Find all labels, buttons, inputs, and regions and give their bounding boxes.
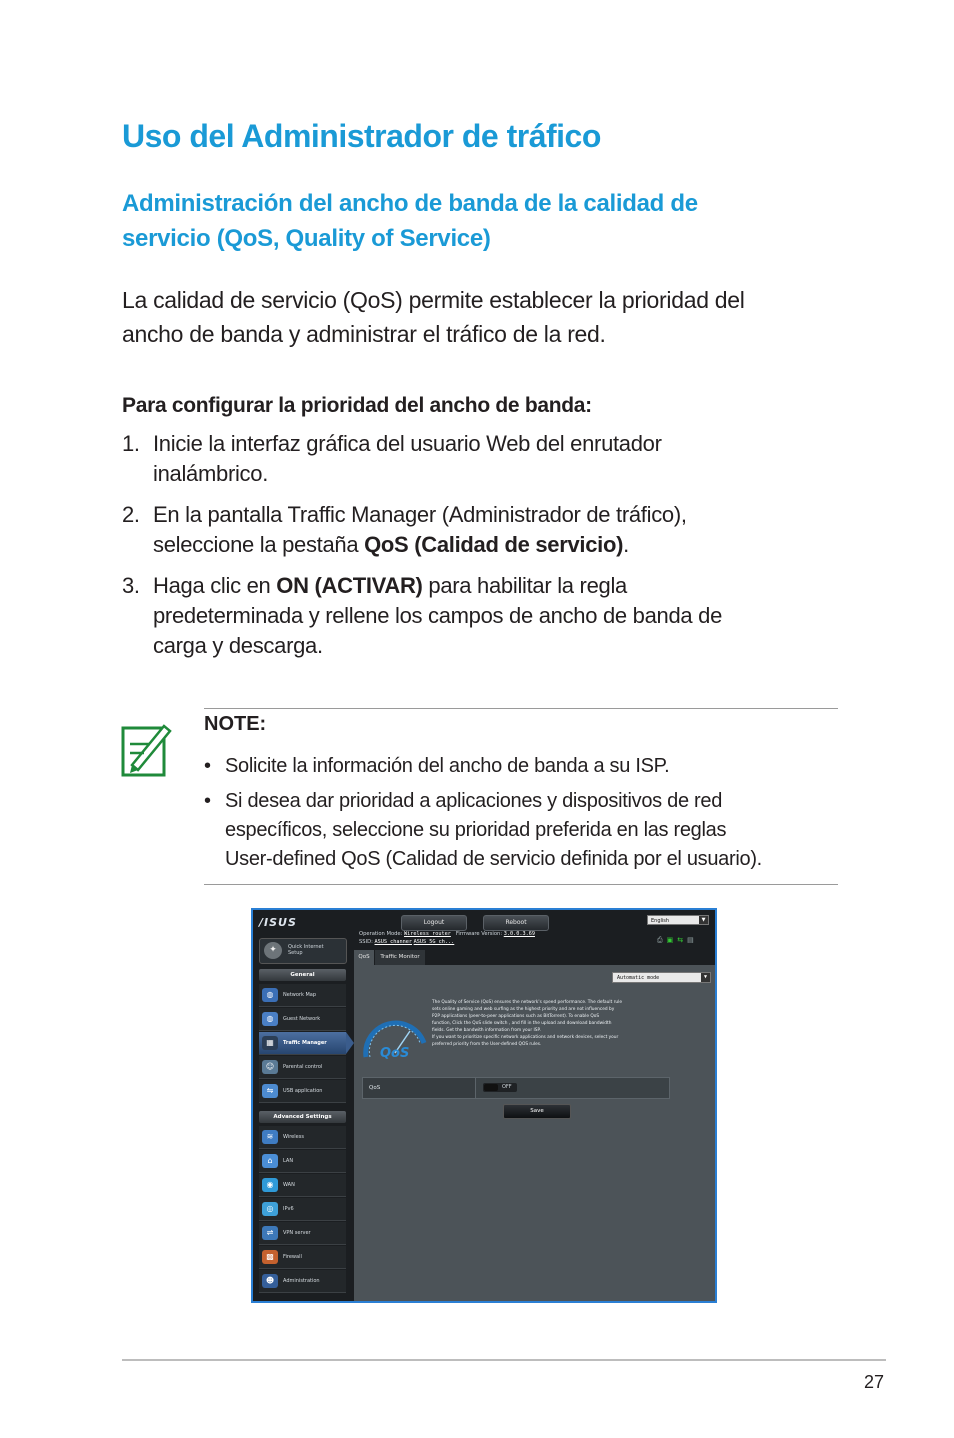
step-text: carga y descarga. <box>153 633 323 658</box>
menu-item-wireless[interactable] <box>259 1126 346 1149</box>
traffic-icon: ▦ <box>262 1036 278 1050</box>
menu-label: VPN server <box>283 1230 311 1236</box>
ssid-1[interactable]: ASUS_channer <box>374 939 412 945</box>
qos-gauge-icon <box>360 1013 430 1061</box>
menu-item-traffic-manager[interactable] <box>259 1032 346 1055</box>
step-text: . <box>623 532 629 557</box>
language-value: English <box>651 918 670 924</box>
menu-label: Traffic Manager <box>283 1040 327 1046</box>
desc-line: If you want to prioritize specific network applications and network devices, select your <box>432 1035 619 1040</box>
wand-icon: ✦ <box>264 942 282 959</box>
desc-line: P2P applications (peer-to-peer applications such as BitTorrent). To enable QoS <box>432 1014 600 1019</box>
step-2 <box>122 500 822 560</box>
menu-item-guest-network[interactable] <box>259 1008 346 1031</box>
op-mode-label: Operation Mode: <box>359 931 403 937</box>
menu-item-ipv6[interactable] <box>259 1198 346 1221</box>
desc-line: function, Click the QoS slide switch , and fill in the upload and download bandwidth <box>432 1021 612 1026</box>
chevron-down-icon: ▼ <box>701 973 710 982</box>
intro-line2: ancho de banda y administrar el tráfico de la red. <box>122 321 606 347</box>
step-number: 2. <box>122 502 140 527</box>
note-bullet-1 <box>204 752 844 782</box>
step-text: para habilitar la regla <box>422 573 627 598</box>
ipv6-icon: ◎ <box>262 1202 278 1216</box>
page-title: Uso del Administrador de tráfico <box>122 118 601 154</box>
qos-mode-value: Automatic mode <box>617 975 660 981</box>
vpn-icon: ⇌ <box>262 1226 278 1240</box>
step-text: Inicie la interfaz gráfica del usuario Web del enrutador <box>153 431 662 456</box>
status-icons <box>657 936 698 945</box>
link-status-icon[interactable]: ▣ <box>666 936 678 944</box>
step-bold-term: QoS (Calidad de servicio) <box>364 532 624 557</box>
qos-panel <box>354 965 715 1301</box>
qis-label-line1: Quick Internet <box>288 944 324 950</box>
printer-icon[interactable]: ▤ <box>687 936 698 944</box>
admin-icon: ☻ <box>262 1274 278 1288</box>
menu-label: Wireless <box>283 1134 304 1140</box>
qos-toggle-switch[interactable] <box>483 1083 517 1092</box>
menu-label: Firewall <box>283 1254 302 1260</box>
step-number: 3. <box>122 573 140 598</box>
wireless-icon: ≋ <box>262 1130 278 1144</box>
globe-icon: ◍ <box>262 988 278 1002</box>
section-heading-line1: Administración del ancho de banda de la calidad de <box>122 190 698 217</box>
menu-item-administration[interactable] <box>259 1270 346 1293</box>
operation-info <box>359 931 535 937</box>
procedure-heading: Para configurar la prioridad del ancho de banda: <box>122 394 592 417</box>
reboot-button[interactable]: Reboot <box>483 915 549 931</box>
bullet-text: User-defined QoS (Calidad de servicio definida por el usuario). <box>225 848 762 870</box>
menu-item-usb-application[interactable] <box>259 1080 346 1103</box>
step-text: predeterminada y rellene los campos de ancho de banda de <box>153 603 723 628</box>
qis-label-line2: Setup <box>288 950 303 956</box>
desc-line: sets online gaming and web surfing as the highest priority and are not influenced by <box>432 1007 615 1012</box>
quick-internet-setup[interactable] <box>259 938 347 964</box>
parental-icon: ☺ <box>262 1060 278 1074</box>
menu-label: Parental control <box>283 1064 323 1070</box>
qos-mode-select[interactable] <box>612 972 711 983</box>
step-bold-term: ON (ACTIVAR) <box>276 573 423 598</box>
qos-description <box>432 999 682 1048</box>
usb-app-icon: ⇋ <box>262 1084 278 1098</box>
menu-label: LAN <box>283 1158 294 1164</box>
bullet-symbol: • <box>204 790 211 812</box>
menu-item-parental-control[interactable] <box>259 1056 346 1079</box>
bullet-text: Solicite la información del ancho de banda a su ISP. <box>225 755 670 777</box>
tab-qos[interactable]: QoS <box>354 950 374 965</box>
router-screenshot <box>251 908 717 1303</box>
note-bottom-rule <box>204 884 838 885</box>
desc-line: fields. Get the bandwith information from your ISP. <box>432 1028 541 1033</box>
step-3 <box>122 571 822 661</box>
intro-line1: La calidad de servicio (QoS) permite establecer la prioridad del <box>122 287 745 313</box>
lan-icon: ⌂ <box>262 1154 278 1168</box>
intro-paragraph <box>122 283 822 351</box>
firmware-label: Firmware Version: <box>455 931 503 937</box>
step-number: 1. <box>122 431 140 456</box>
desc-line: preferred priority from the User-defined QOS rules. <box>432 1042 542 1047</box>
desc-line: The Quality of Service (QoS) ensures the network's speed performance. The default rule <box>432 1000 622 1005</box>
usb-icon[interactable]: ⇆ <box>677 936 688 944</box>
firewall-icon: ▩ <box>262 1250 278 1264</box>
save-button[interactable]: Save <box>503 1104 571 1119</box>
menu-label: Guest Network <box>283 1016 321 1022</box>
wan-globe-icon: ◉ <box>262 1178 278 1192</box>
menu-label: WAN <box>283 1182 295 1188</box>
ssid-label: SSID: <box>359 939 373 945</box>
step-text: seleccione la pestaña <box>153 532 365 557</box>
firmware-value[interactable]: 3.0.0.3.69 <box>503 931 535 937</box>
language-select[interactable] <box>647 915 709 925</box>
bullet-text: Si desea dar prioridad a aplicaciones y dispositivos de red <box>225 790 723 812</box>
network-status-icon[interactable]: ⎙ <box>657 936 667 944</box>
footer-rule <box>122 1359 886 1361</box>
step-text: inalámbrico. <box>153 461 269 486</box>
menu-label: IPv6 <box>283 1206 294 1212</box>
menu-item-wan[interactable] <box>259 1174 346 1197</box>
guest-globe-icon: ◍ <box>262 1012 278 1026</box>
note-title: NOTE: <box>204 713 267 735</box>
bullet-symbol: • <box>204 755 211 777</box>
ssid-info <box>359 939 454 945</box>
bullet-text: específicos, seleccione su prioridad preferida en las reglas <box>225 819 727 841</box>
step-text: En la pantalla Traffic Manager (Administrador de tráfico), <box>153 502 687 527</box>
chevron-down-icon: ▼ <box>699 916 708 924</box>
step-text: Haga clic en <box>153 573 277 598</box>
menu-label: Network Map <box>283 992 317 998</box>
advanced-settings-header: Advanced Settings <box>259 1111 346 1123</box>
tab-traffic-monitor[interactable]: Traffic Monitor <box>375 950 425 965</box>
section-heading-line2: servicio (QoS, Quality of Service) <box>122 225 491 252</box>
gauge-label: QoS <box>380 1046 410 1061</box>
toggle-knob <box>484 1084 498 1091</box>
page-number: 27 <box>864 1372 885 1392</box>
ssid-2[interactable]: ASUS_5G_ch... <box>413 939 455 945</box>
menu-item-network-map[interactable] <box>259 984 346 1007</box>
section-heading <box>122 186 822 256</box>
asus-logo: /ISUS <box>259 916 297 929</box>
general-header: General <box>259 969 346 981</box>
op-mode-value[interactable]: Wireless router <box>404 931 451 937</box>
active-arrow-indicator <box>346 1032 354 1054</box>
toggle-state: OFF <box>502 1084 512 1090</box>
menu-item-lan[interactable] <box>259 1150 346 1173</box>
note-top-rule <box>204 708 838 709</box>
logout-button[interactable]: Logout <box>401 915 467 931</box>
menu-label: Administration <box>283 1278 320 1284</box>
qos-setting-row <box>362 1077 670 1099</box>
note-bullet-2 <box>204 787 844 877</box>
menu-label: USB application <box>283 1088 323 1094</box>
menu-item-firewall[interactable] <box>259 1246 346 1269</box>
note-icon <box>120 720 172 778</box>
qos-setting-label: QoS <box>363 1078 476 1098</box>
menu-item-vpn-server[interactable] <box>259 1222 346 1245</box>
step-1 <box>122 429 822 489</box>
